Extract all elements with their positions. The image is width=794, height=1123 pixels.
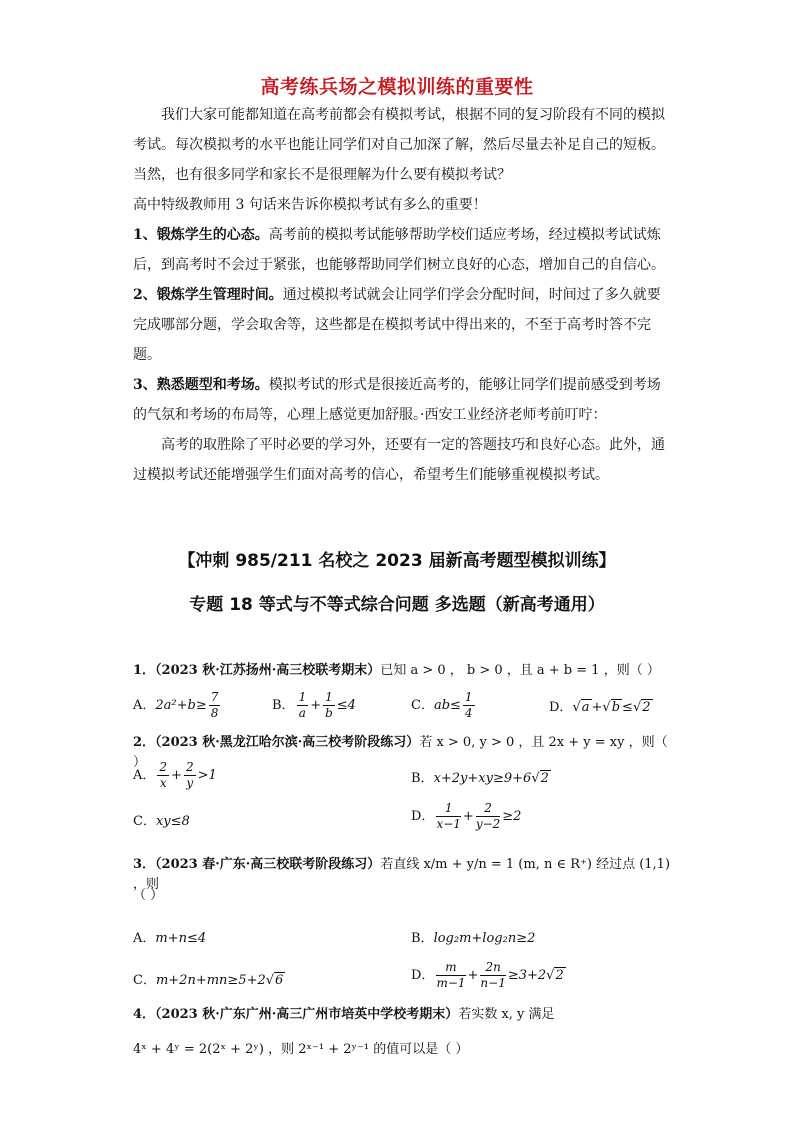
point-heading: 3、熟悉题型和考场。 — [133, 377, 269, 393]
question-stem: 已知 a > 0 ， b > 0 ，且 a + b = 1 ，则（ ） — [380, 663, 660, 678]
point-text: 高考前的模拟考试能够帮助学校们适应考场，经过模拟考试试炼后，到高考时不会过于紧张，也能够帮助同学们树立良好的心态，增加自己的自信心。 — [133, 227, 665, 273]
q3-option-d[interactable]: D． $\frac{m}{m-1}$ + $\frac{2n}{n-1}$ ≥3+2√ 2 — [411, 960, 566, 991]
question-number: 4． — [133, 1007, 156, 1022]
q1-option-a[interactable]: A．2a²+b≥ $\frac{7}{8}$ — [133, 690, 219, 720]
point-heading: 2、锻炼学生管理时间。 — [133, 287, 283, 303]
question-4-line-2: 4ˣ + 4ʸ = 2(2ˣ + 2ʸ) ，则 2ˣ⁻¹ + 2ʸ⁻¹ 的值可以是（ ） — [133, 1042, 469, 1057]
promo-body — [133, 100, 673, 490]
question-source: （2023 秋·黑龙江哈尔滨·高三校考阶段练习） — [155, 735, 420, 750]
q2-option-a[interactable]: A． $\frac{2}{x}$ + $\frac{2}{y}$ >1 — [133, 760, 217, 790]
promo-point-1 — [133, 220, 673, 280]
question-4 — [133, 1005, 673, 1025]
question-number: 3． — [133, 857, 156, 872]
q2-option-b[interactable]: B．x+2y+xy≥9+6√ 2 — [411, 767, 551, 786]
q1-option-d[interactable]: D．√ a +√ b ≤√ 2 — [549, 696, 653, 715]
q3-option-a[interactable]: A．m+n≤4 — [133, 931, 207, 946]
question-stem: 若 x > 0, y > 0 ，且 2x + y = xy ，则（ ） — [133, 735, 668, 770]
q1-option-c[interactable]: C．ab≤ $\frac{1}{4}$ — [411, 690, 473, 720]
q1-option-b[interactable]: B． $\frac{1}{a}$ + $\frac{1}{b}$ ≤4 — [272, 690, 356, 720]
question-source: （2023 春·广东·高三校联考阶段练习） — [155, 857, 381, 872]
point-text: 通过模拟考试就会让同学们学会分配时间，时间过了多久就要完成哪部分题，学会取舍等，这些都是在模拟考试中得出来的，不至于高考时答不完题。 — [133, 287, 661, 363]
promo-paragraph-1: 我们大家可能都知道在高考前都会有模拟考试，根据不同的复习阶段有不同的模拟考试。每次模拟考的水平也能让同学们对自己加深了解，然后尽量去补足自己的短板。当然，也有很多同学和家长不是很理解为什么要有模拟考试？ — [133, 107, 665, 183]
question-1 — [133, 661, 673, 681]
q3-answer-paren: （ ） — [133, 888, 164, 903]
promo-paragraph-3: 高考的取胜除了平时必要的学习外，还要有一定的答题技巧和良好心态。此外，通过模拟考试还能增强学生们面对高考的信心，希望考生们能够重视模拟考试。 — [133, 437, 665, 483]
question-3 — [133, 855, 673, 895]
q2-option-c[interactable]: C．xy≤8 — [133, 814, 190, 829]
q3-option-c[interactable]: C．m+2n+mn≥5+2√ 6 — [133, 969, 285, 988]
promo-title: 高考练兵场之模拟训练的重要性 — [260, 76, 534, 98]
doc-header-line-1: 【冲刺 985/211 名校之 2023 届新高考题型模拟训练】 — [178, 551, 616, 571]
promo-point-3 — [133, 370, 673, 430]
q2-option-d[interactable]: D． $\frac{1}{x-1}$ + $\frac{2}{y-2}$ ≥2 — [411, 801, 522, 831]
question-source: （2023 秋·江苏扬州·高三校联考期末） — [155, 663, 381, 678]
question-number: 1． — [133, 663, 156, 678]
point-heading: 1、锻炼学生的心态。 — [133, 227, 269, 243]
question-stem: 若实数 x, y 满足 — [458, 1007, 555, 1022]
promo-point-2 — [133, 280, 673, 370]
q3-option-b[interactable]: B．log₂m+log₂n≥2 — [411, 931, 536, 946]
question-number: 2． — [133, 735, 156, 750]
promo-paragraph-2: 高中特级教师用 3 句话来告诉你模拟考试有多么的重要！ — [133, 197, 487, 213]
doc-header-line-2: 专题 18 等式与不等式综合问题 多选题（新高考通用） — [189, 595, 605, 615]
question-stem: 若直线 x/m + y/n = 1 (m, n ∈ R⁺) 经过点 (1,1) ，则 — [133, 857, 671, 892]
point-text: 模拟考试的形式是很接近高考的，能够让同学们提前感受到考场的气氛和考场的布局等，心理上感觉更加舒服。·西安工业经济老师考前叮咛： — [133, 377, 661, 423]
question-source: （2023 秋·广东广州·高三广州市培英中学校考期末） — [155, 1007, 459, 1022]
